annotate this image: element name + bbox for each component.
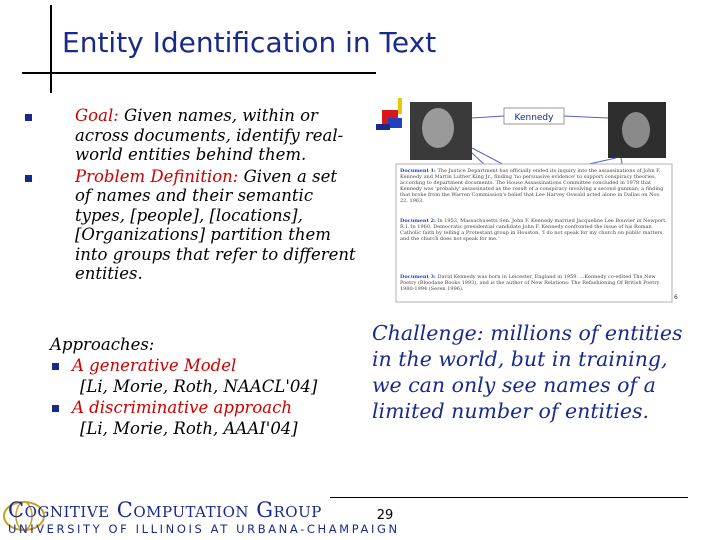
approach-name: A discriminative approach (72, 398, 292, 417)
page-title: Entity Identification in Text (62, 26, 437, 59)
doc-text: In 1953, Massachusetts Sen. John F. Kennedy married Jacqueline Lee Bouvier in Newport, R.I. In 1960, Democratic presidential candidate John F. Kennedy confronted the issue of his Roman Catholic faith by telling a Protestant group in Houston, 'I do not speak for my church on public matters, and the church does not speak for me.' (400, 218, 667, 242)
bullet-label: Goal: (75, 106, 119, 125)
bullet-marker (25, 114, 32, 121)
bullet-list (22, 106, 357, 286)
bullet-marker (52, 363, 59, 370)
approach-item-generative (50, 355, 370, 376)
logo-main-text: Cognitive Computation Group (8, 498, 322, 522)
page-number: 29 (376, 508, 394, 523)
bullet-text: Given a set of names and their semantic types, [people], [locations], [Organizations] partition them into groups that refer to different entities. (75, 166, 356, 283)
doc-label: Document 3: (400, 274, 436, 280)
figure-doc-3 (400, 274, 668, 298)
title-horizontal-rule (22, 72, 376, 74)
bullet-problem-definition (22, 167, 357, 284)
approaches-section (50, 334, 370, 439)
doc-text: The Justice Department has officially ended its inquiry into the assassinations of John F. Kennedy and Martin Luther King Jr., finding 'no persuasive evidence' to support conspiracy theories, according to department documents. The House Assassinations Committee concluded in 1978 that Kennedy was 'probably' assassinated as the result of a conspiracy involving a second gunman, a finding that broke from the Warren Commission's belief that Lee Harvey Oswald acted alone in Dallas on Nov. 22, 1963. (400, 168, 664, 204)
approaches-heading: Approaches: (50, 335, 155, 354)
bullet-text: Given names, within or across documents, identify real-world entities behind them. (75, 106, 344, 164)
bullet-label: Problem Definition: (75, 166, 239, 186)
challenge-text: Challenge: millions of entities in the world, but in training, we can only see names of a limited number of entities. (372, 321, 683, 423)
approach-name: A generative Model (72, 356, 237, 375)
figure-doc-2 (400, 218, 668, 258)
bullet-marker (25, 175, 32, 182)
bullet-goal (22, 106, 357, 165)
figure-corner-number: 6 (674, 294, 678, 301)
figure-doc-1 (400, 168, 668, 214)
title-vertical-rule (50, 5, 52, 93)
bullet-marker (52, 405, 59, 412)
doc-label: Document 1: (400, 168, 436, 174)
approach-cite: [Li, Morie, Roth, NAACL'04] (80, 377, 318, 396)
doc-label: Document 2: (400, 218, 436, 224)
footer-rule (330, 497, 688, 498)
figure-kennedy-documents (376, 98, 686, 308)
approach-item-discriminative (50, 397, 370, 418)
entity-label: Kennedy (514, 113, 554, 123)
photo-john-kennedy-face (422, 108, 454, 148)
logo-sub-text: UNIVERSITY OF ILLINOIS AT URBANA-CHAMPAIGN (8, 522, 400, 536)
approach-cite: [Li, Morie, Roth, AAAI'04] (80, 419, 298, 438)
corner-decoration (376, 98, 402, 130)
doc-text: David Kennedy was born in Leicester, England in 1959. ...Kennedy co-edited The New Poetry (Bloodaxe Books 1993), and is the author of New Relations: The Refashioning Of British Poetry 1980-1994 (Seren 1996). (400, 274, 660, 292)
photo-david-kennedy-face (622, 112, 650, 148)
